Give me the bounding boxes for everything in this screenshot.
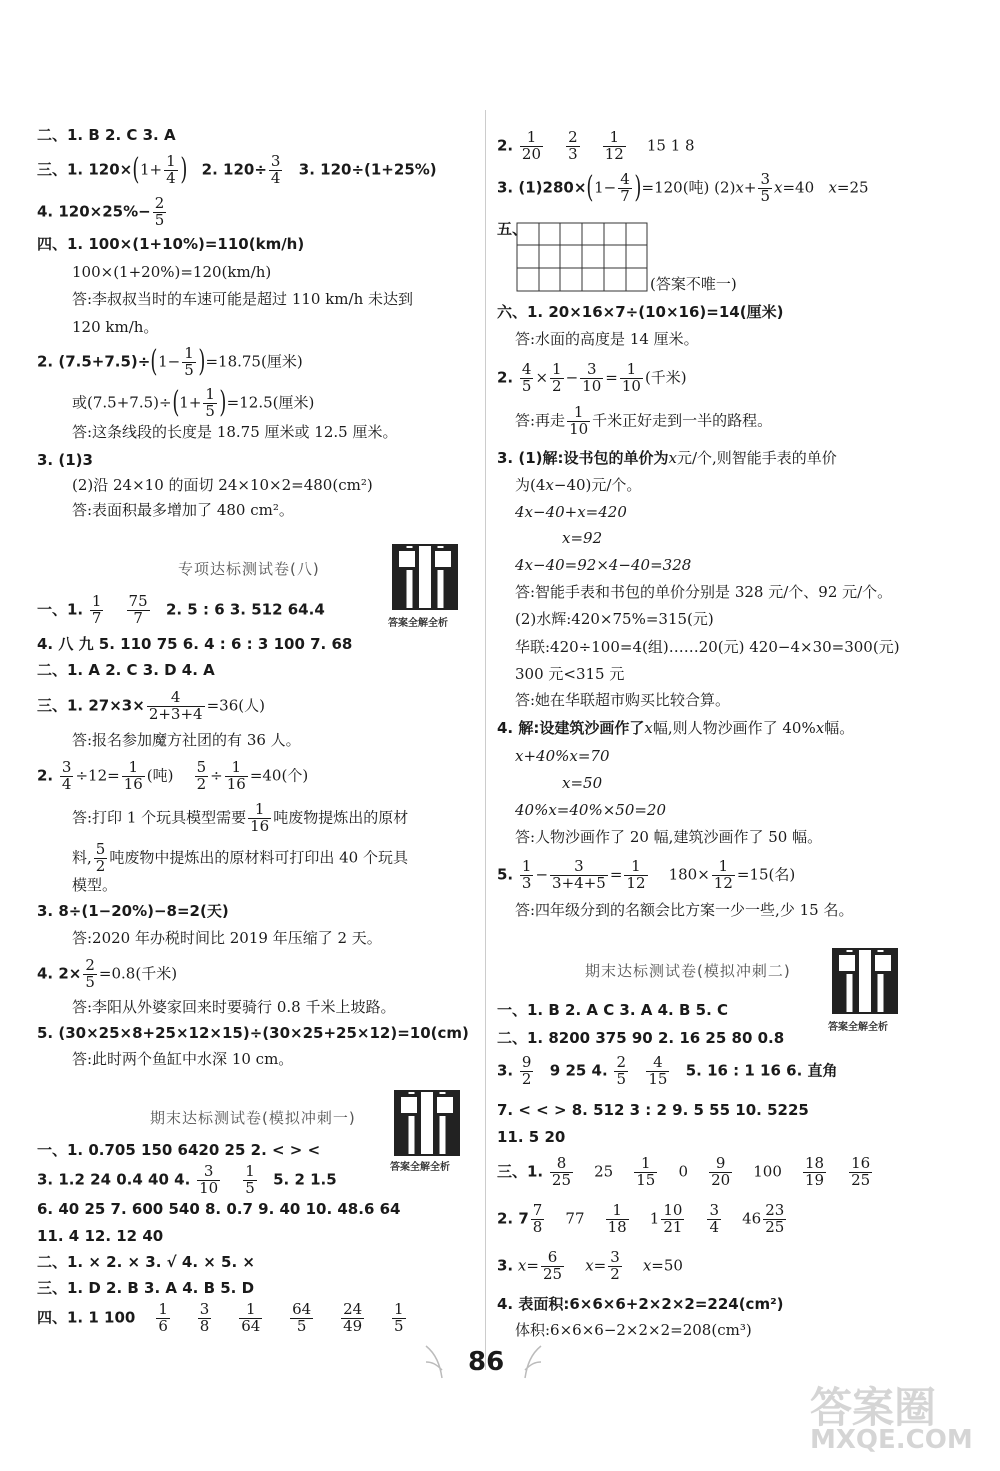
answer-line: 4. 八 九 5. 110 75 6. 4 : 6 : 3 100 7. 68 [37,635,353,653]
page-number: 86 [468,1347,505,1377]
answer-line: 或(7.5+7.5)÷(1+ $\frac{1}{5}$ )=12.5(厘米) [72,385,315,421]
answer-line: x=50 [562,774,603,792]
qr-code[interactable] [394,1090,460,1156]
answer-line: (2)沿 24×10 的面切 24×10×2=480(cm²) [72,476,373,494]
qr-caption: 答案全解全析 [828,1022,888,1033]
qr-code[interactable] [392,544,458,610]
answer-line: 7. < < > 8. 512 3 : 2 9. 5 55 10. 5225 [497,1101,809,1119]
answer-line: 为(4x−40)元/个。 [515,476,642,494]
answer-line: 2. 7 $\frac{7}{8}$ 77 $\frac{1}{18}$ 1 $\frac{10}{21}$ $\frac{3}{4}$ 46 $\frac{23}{25}$ [497,1201,785,1236]
answer-line: 3. (1)解:设书包的单价为x元/个,则智能手表的单价 [497,449,837,467]
answer-line: 11. 5 20 [497,1128,566,1146]
answer-line: 华联:420÷100=4(组)……20(元) 420−4×30=300(元) [515,638,900,656]
answer-line: 答:此时两个鱼缸中水深 10 cm。 [72,1050,294,1068]
answer-line: 答:四年级分到的名额会比方案一少一些,少 15 名。 [515,901,854,919]
cube-net-diagram [516,222,648,292]
watermark-url: MXQE.COM [810,1425,973,1455]
answer-line: 二、1. × 2. × 3. √ 4. × 5. × [37,1253,255,1271]
answer-line: 二、1. A 2. C 3. D 4. A [37,661,215,679]
answer-line: 一、1. $\frac{1}{7}$ $\frac{75}{7}$ 2. 5 : 6 3. 512 64.4 [37,592,325,627]
answer-line: x=92 [562,529,603,547]
answer-line: 四、1. 1 100 $\frac{1}{6}$ $\frac{3}{8}$ $\frac{1}{64}$ $\frac{64}{5}$ $\frac{24}{49}$ $\frac{1}{5}$ [37,1300,404,1335]
answer-line: 3. 1.2 24 0.4 40 4. $\frac{3}{10}$ $\frac{1}{5}$ 5. 2 1.5 [37,1162,337,1197]
answer-line: 一、1. B 2. A C 3. A 4. B 5. C [497,1001,728,1019]
answer-line: 6. 40 25 7. 600 540 8. 0.7 9. 40 10. 48.6 64 [37,1200,401,1218]
section-title: 期末达标测试卷(模拟冲刺一) [150,1109,356,1127]
answer-line: 2. (7.5+7.5)÷(1− $\frac{1}{5}$ )=18.75(厘米) [37,344,303,380]
answer-line: 3. x= $\frac{6}{25}$ x= $\frac{3}{2}$ x=50 [497,1248,683,1283]
qr-code[interactable] [832,948,898,1014]
answer-line: 5. $\frac{1}{3}$ − $\frac{3}{3+4+5}$ = $\frac{1}{12}$ 180× $\frac{1}{12}$ =15(名) [497,857,796,892]
answer-line: 答:这条线段的长度是 18.75 厘米或 12.5 厘米。 [72,423,398,441]
answer-line: 4. 解:设建筑沙画作了x幅,则人物沙画作了 40%x幅。 [497,719,855,737]
answer-line: 40%x=40%×50=20 [515,801,667,819]
answer-line: 答:表面积最多增加了 480 cm²。 [72,501,294,519]
answer-line: 答:2020 年办税时间比 2019 年压缩了 2 天。 [72,929,382,947]
answer-line: 120 km/h。 [72,318,159,336]
answer-line: 2. $\frac{3}{4}$ ÷12= $\frac{1}{16}$ (吨) $\frac{5}{2}$ ÷ $\frac{1}{16}$ =40(个) [37,758,309,793]
section-title: 专项达标测试卷(八) [178,560,320,578]
answer-line: 二、1. 8200 375 90 2. 16 25 80 0.8 [497,1029,785,1047]
answer-line: 料, $\frac{5}{2}$ 吨废物中提炼出的原材料可打印出 40 个玩具 [72,840,408,875]
answer-line: 体积:6×6×6−2×2×2=208(cm³) [515,1321,752,1339]
watermark-logo: 答案圈 [810,1383,937,1432]
answer-line: 三、1. 27×3× $\frac{4}{2+3+4}$ =36(人) [37,688,265,723]
answer-line: 3. (1)3 [37,451,93,469]
answer-line: 二、1. B 2. C 3. A [37,126,176,144]
answer-line: x+40%x=70 [515,747,610,765]
leaf-ornament-icon [505,1340,545,1380]
answer-line: 3. 8÷(1−20%)−8=2(天) [37,902,229,920]
answer-line: 答:李叔叔当时的车速可能是超过 110 km/h 未达到 [72,290,414,308]
answer-line: 答:报名参加魔方社团的有 36 人。 [72,731,301,749]
qr-caption: 答案全解全析 [390,1162,450,1173]
answer-line: 答:水面的高度是 14 厘米。 [515,330,699,348]
answer-line: 5. (30×25×8+25×12×15)÷(30×25+25×12)=10(cm) [37,1024,469,1042]
answer-line: 4x−40+x=420 [515,503,627,521]
qr-caption: 答案全解全析 [388,618,448,629]
answer-line: 2. $\frac{4}{5}$ × $\frac{1}{2}$ − $\frac{3}{10}$ = $\frac{1}{10}$ (千米) [497,360,687,395]
answer-line: 一、1. 0.705 150 6420 25 2. < > < [37,1141,321,1159]
answer-line: 答:打印 1 个玩具模型需要 $\frac{1}{16}$ 吨废物提炼出的原材 [72,800,409,835]
answer-line: 六、1. 20×16×7÷(10×16)=14(厘米) [497,303,784,321]
answer-line: 答:再走 $\frac{1}{10}$ 千米正好走到一半的路程。 [515,403,773,438]
answer-note: (答案不唯一) [650,275,737,293]
section-title: 期末达标测试卷(模拟冲刺二) [585,962,791,980]
answer-line: 答:李阳从外婆家回来时要骑行 0.8 千米上坡路。 [72,998,396,1016]
answer-line: 五、 [497,220,528,238]
answer-line: 4. 2× $\frac{2}{5}$ =0.8(千米) [37,956,178,991]
answer-line: 4. 表面积:6×6×6+2×2×2=224(cm²) [497,1295,784,1313]
answer-line: 2. $\frac{1}{20}$ $\frac{2}{3}$ $\frac{1}{12}$ 15 1 8 [497,128,695,163]
answer-line: 模型。 [72,876,118,894]
answer-line: (2)水辉:420×75%=315(元) [515,610,714,628]
answer-line: 三、1. D 2. B 3. A 4. B 5. D [37,1279,255,1297]
answer-line: 答:智能手表和书包的单价分别是 328 元/个、92 元/个。 [515,583,893,601]
answer-line: 3. $\frac{9}{2}$ 9 25 4. $\frac{2}{5}$ $\frac{4}{15}$ 5. 16 : 1 16 6. 直角 [497,1053,838,1088]
leaf-ornament-icon [422,1340,462,1380]
answer-line: 三、1. 120×(1+ $\frac{1}{4}$ ) 2. 120÷ $\frac{3}{4}$ 3. 120÷(1+25%) [37,152,437,188]
answer-line: 300 元<315 元 [515,665,625,683]
answer-line: 4x−40=92×4−40=328 [515,556,692,574]
answer-line: 100×(1+20%)=120(km/h) [72,263,272,281]
column-divider [485,110,486,1370]
answer-line: 三、1. $\frac{8}{25}$ 25 $\frac{1}{15}$ 0 $\frac{9}{20}$ 100 $\frac{18}{19}$ $\frac{16}{25}$ [497,1154,871,1189]
answer-line: 3. (1)280×(1− $\frac{4}{7}$ )=120(吨) (2)x+ $\frac{3}{5}$ x=40 x=25 [497,170,869,206]
answer-line: 四、1. 100×(1+10%)=110(km/h) [37,235,305,253]
answer-line: 11. 4 12. 12 40 [37,1227,164,1245]
answer-line: 4. 120×25%− $\frac{2}{5}$ [37,194,165,229]
answer-line: 答:人物沙画作了 20 幅,建筑沙画作了 50 幅。 [515,828,823,846]
answer-line: 答:她在华联超市购买比较合算。 [515,691,731,709]
